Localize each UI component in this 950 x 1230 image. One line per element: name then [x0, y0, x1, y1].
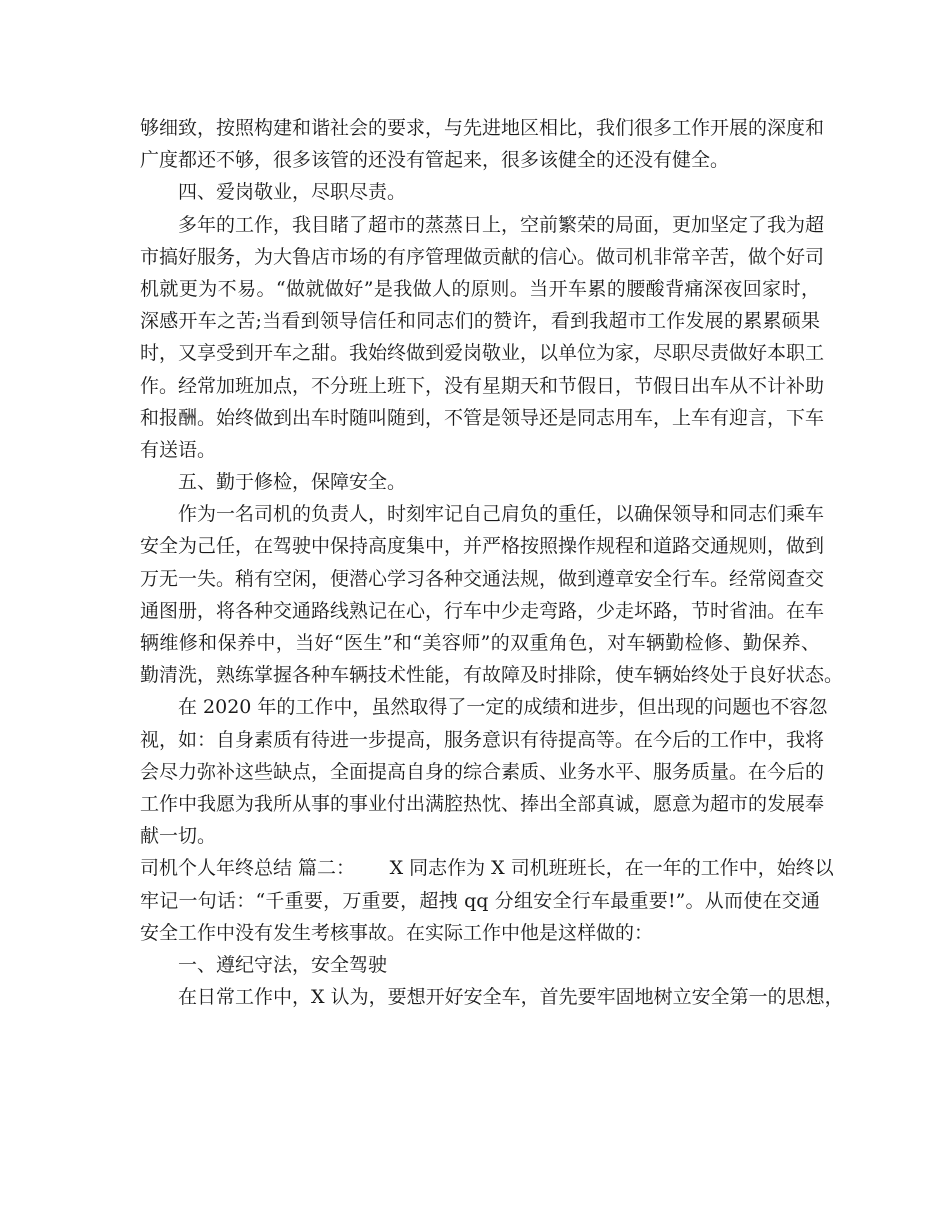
text-line: 时，又享受到开车之甜。我始终做到爱岗敬业，以单位为家，尽职尽责做好本职工: [140, 342, 825, 365]
text-line: 工作中我愿为我所从事的事业付出满腔热忱、捧出全部真诚，愿意为超市的发展奉: [140, 792, 825, 815]
text-line: 勤清洗，熟练掌握各种车辆技术性能，有故障及时排除，使车辆始终处于良好状态。: [140, 664, 844, 687]
text-line: 在日常工作中，X 认为，要想开好安全车，首先要牢固地树立安全第一的思想，: [178, 986, 844, 1009]
text-line: 机就更为不易。“做就做好”是我做人的原则。当开车累的腰酸背痛深夜回家时，: [140, 277, 820, 300]
text-line: 四、爱岗敬业，尽职尽责。: [178, 181, 407, 204]
text-line: 五、勤于修检，保障安全。: [178, 471, 407, 494]
text-line: 会尽力弥补这些缺点，全面提高自身的综合素质、业务水平、服务质量。在今后的: [140, 760, 825, 783]
text-line: 广度都还不够，很多该管的还没有管起来，很多该健全的还没有健全。: [140, 149, 730, 172]
document-page: [140, 112, 844, 1013]
text-line: 献一切。: [140, 825, 217, 848]
text-line: 辆维修和保养中，当好“医生”和“美容师”的双重角色，对车辆勤检修、勤保养、: [140, 632, 820, 654]
text-line: 市搞好服务，为大鲁店市场的有序管理做贡献的信心。做司机非常辛苦，做个好司: [140, 245, 825, 268]
text-line: 深感开车之苦;当看到领导信任和同志们的赞许，看到我超市工作发展的累累硕果: [140, 310, 820, 333]
text-line: 作。经常加班加点，不分班上班下，没有星期天和节假日，节假日出车从不计补助: [140, 374, 825, 397]
text-line: 牢记一句话：“千重要，万重要，超拽 qq 分组安全行车最重要!”。从而使在交通: [140, 889, 820, 912]
text-line: 司机个人年终总结 篇二： X 同志作为 X 司机班班长，在一年的工作中，始终以: [140, 857, 834, 880]
text-line: 有送语。: [140, 438, 217, 461]
text-line: 够细致，按照构建和谐社会的要求，与先进地区相比，我们很多工作开展的深度和: [140, 117, 825, 139]
text-line: 在 2020 年的工作中，虽然取得了一定的成绩和进步，但出现的问题也不容忽: [178, 696, 828, 719]
text-line: 和报酬。始终做到出车时随叫随到，不管是领导还是同志用车，上车有迎言，下车: [140, 406, 825, 429]
text-line: 作为一名司机的负责人，时刻牢记自己肩负的重任，以确保领导和同志们乘车: [178, 503, 825, 526]
text-line: 一、遵纪守法，安全驾驶: [178, 953, 388, 976]
text-line: 安全为己任，在驾驶中保持高度集中，并严格按照操作规程和道路交通规则，做到: [140, 535, 825, 558]
text-line: 视，如：自身素质有待进一步提高，服务意识有待提高等。在今后的工作中，我将: [140, 728, 825, 751]
text-line: 万无一失。稍有空闲，便潜心学习各种交通法规，做到遵章安全行车。经常阅查交: [140, 567, 825, 590]
text-line: 多年的工作，我目睹了超市的蒸蒸日上，空前繁荣的局面，更加坚定了我为超: [178, 213, 825, 236]
text-line: 通图册，将各种交通路线熟记在心，行车中少走弯路，少走坏路，节时省油。在车: [140, 599, 825, 622]
text-line: 安全工作中没有发生考核事故。在实际工作中他是这样做的：: [140, 921, 654, 944]
